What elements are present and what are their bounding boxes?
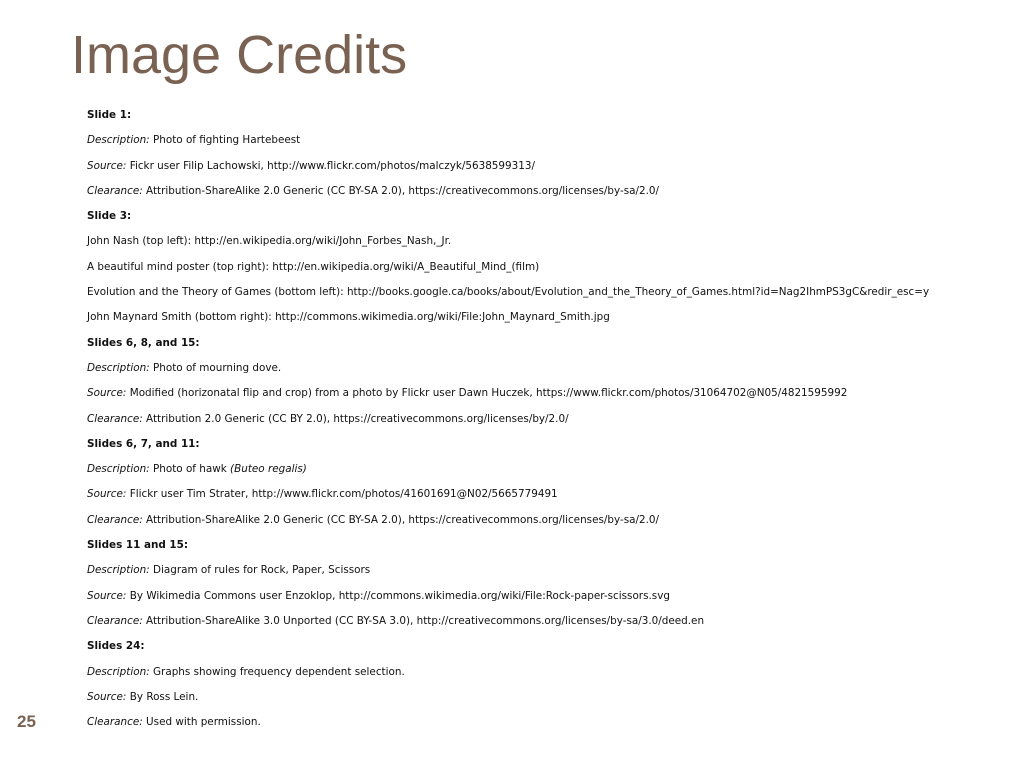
- source-label: Source:: [87, 159, 127, 172]
- clearance-line: [87, 410, 1017, 435]
- description-line: [87, 460, 1017, 485]
- description-text: Graphs showing frequency dependent selection.: [153, 665, 405, 678]
- clearance-line: [87, 182, 1017, 207]
- description-italic: (Buteo regalis): [230, 463, 307, 476]
- clearance-text: Used with permission.: [146, 716, 261, 729]
- section-heading: Slides 6, 7, and 11:: [87, 437, 200, 450]
- description-text: Diagram of rules for Rock, Paper, Scissors: [153, 564, 371, 577]
- credits-list: [87, 106, 1017, 738]
- clearance-line: [87, 612, 1017, 637]
- credit-item: John Nash (top left): http://en.wikipedia.org/wiki/John_Forbes_Nash,_Jr.: [87, 235, 452, 248]
- clearance-line: [87, 713, 1017, 738]
- clearance-label: Clearance:: [87, 716, 143, 729]
- page-title: Image Credits: [71, 25, 408, 85]
- description-label: Description:: [87, 361, 150, 374]
- source-line: [87, 157, 1017, 182]
- source-label: Source:: [87, 488, 127, 501]
- description-text: Photo of mourning dove.: [153, 361, 282, 374]
- clearance-text: Attribution-ShareAlike 2.0 Generic (CC BY-SA 2.0), https://creativecommons.org/licenses/by-sa/2.0/: [146, 513, 660, 526]
- source-line: [87, 384, 1017, 409]
- description-line: [87, 561, 1017, 586]
- section-heading: Slide 3:: [87, 210, 132, 223]
- description-line: [87, 131, 1017, 156]
- source-line: [87, 688, 1017, 713]
- slide-number: 25: [17, 712, 36, 731]
- source-label: Source:: [87, 589, 127, 602]
- source-text: By Ross Lein.: [129, 690, 199, 703]
- section-heading: Slide 1:: [87, 109, 132, 121]
- credit-item: Evolution and the Theory of Games (bottom left): http://books.google.ca/books/about/Evolution_and_the_Theory_of_Games.html?id=Nag2IhmPS3gC&redir_esc=y: [87, 286, 930, 299]
- source-text: Flickr user Tim Strater, http://www.flickr.com/photos/41601691@N02/5665779491: [129, 488, 558, 501]
- description-line: [87, 663, 1017, 688]
- credit-item: A beautiful mind poster (top right): http://en.wikipedia.org/wiki/A_Beautiful_Mind_(film): [87, 260, 540, 273]
- description-label: Description:: [87, 665, 150, 678]
- clearance-label: Clearance:: [87, 184, 143, 197]
- description-line: [87, 359, 1017, 384]
- section-heading: Slides 24:: [87, 640, 145, 653]
- section-heading: Slides 6, 8, and 15:: [87, 336, 200, 349]
- description-text: Photo of fighting Hartebeest: [153, 134, 301, 147]
- credit-item: John Maynard Smith (bottom right): http://commons.wikimedia.org/wiki/File:John_Maynard_Smith.jpg: [87, 311, 610, 324]
- description-label: Description:: [87, 564, 150, 577]
- source-text: By Wikimedia Commons user Enzoklop, http://commons.wikimedia.org/wiki/File:Rock-paper-scissors.svg: [129, 589, 670, 602]
- description-label: Description:: [87, 463, 150, 476]
- source-line: [87, 485, 1017, 510]
- source-label: Source:: [87, 690, 127, 703]
- clearance-label: Clearance:: [87, 614, 143, 627]
- source-text: Fickr user Filip Lachowski, http://www.flickr.com/photos/malczyk/5638599313/: [129, 159, 535, 172]
- clearance-text: Attribution-ShareAlike 2.0 Generic (CC BY-SA 2.0), https://creativecommons.org/licenses/by-sa/2.0/: [146, 184, 660, 197]
- description-text: Photo of hawk: [153, 463, 231, 476]
- description-label: Description:: [87, 134, 150, 147]
- clearance-line: [87, 511, 1017, 536]
- source-text: Modified (horizonatal flip and crop) from a photo by Flickr user Dawn Huczek, https://www.flickr.com/photos/31064702@N05/4821595992: [129, 387, 848, 400]
- clearance-text: Attribution-ShareAlike 3.0 Unported (CC BY-SA 3.0), http://creativecommons.org/licenses/by-sa/3.0/deed.en: [146, 614, 705, 627]
- source-line: [87, 587, 1017, 612]
- section-heading: Slides 11 and 15:: [87, 539, 189, 552]
- clearance-label: Clearance:: [87, 412, 143, 425]
- source-label: Source:: [87, 387, 127, 400]
- clearance-label: Clearance:: [87, 513, 143, 526]
- clearance-text: Attribution 2.0 Generic (CC BY 2.0), https://creativecommons.org/licenses/by/2.0/: [146, 412, 569, 425]
